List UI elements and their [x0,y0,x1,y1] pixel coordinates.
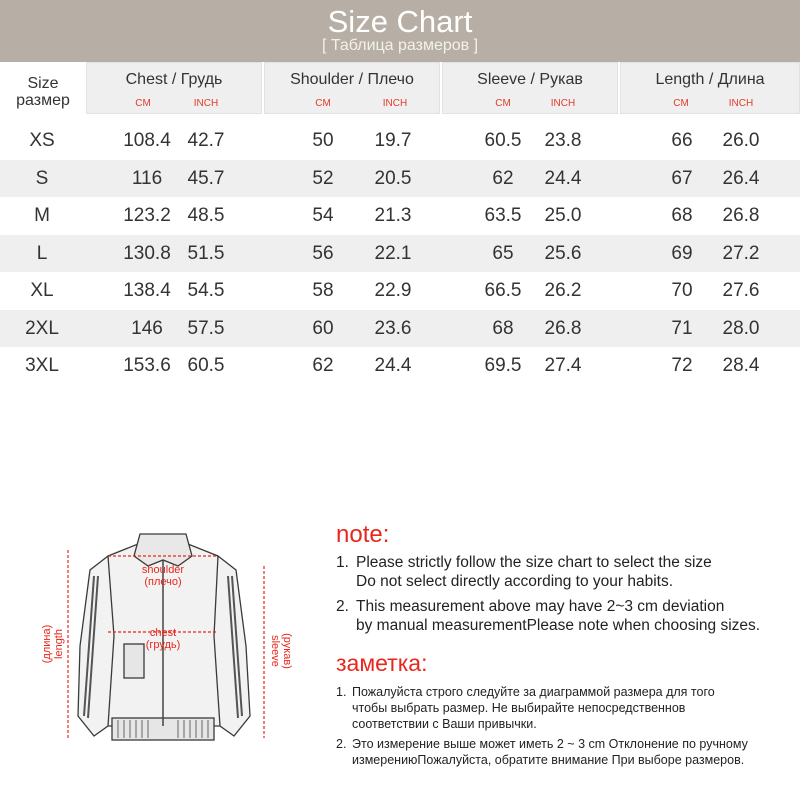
jacket-measurement-diagram [28,526,308,758]
measurement-cell: 21.3 [374,205,412,226]
note-item-1-line-2: Do not select directly according to your habits. [356,573,674,590]
measurement-cell: 68 [671,205,693,226]
measurement-cell: 108.4 [123,130,171,151]
note-item-2-line-1: This measurement above may have 2~3 cm deviation [356,598,725,615]
measurement-cell: 26.8 [722,205,760,226]
measurement-cell: 69.5 [484,355,522,376]
table-row [0,197,800,234]
note-item-2-number: 2. [336,598,349,615]
measurement-cell: 23.8 [544,130,582,151]
chest-header [86,62,262,114]
sleeve-unit-inch: INCH [550,98,576,109]
measurement-cell: 45.7 [187,167,225,189]
measurement-cell: 20.5 [374,167,412,189]
sleeve-label-ru: (рукав) [281,633,293,669]
measurement-cell: 51.5 [187,242,225,264]
shoulder-header [264,62,440,114]
sleeve-header [442,62,618,114]
chest-unit-cm: CM [135,98,151,109]
size-cell: S [35,167,49,189]
sleeve-label: sleeve [269,635,281,667]
size-cell: XS [29,130,55,151]
table-row [0,347,800,384]
measurement-cell: 65 [492,242,514,264]
note-ru-item-2-line-2: измерениюПожалуйста, обратите внимание При выборе размеров. [352,753,745,767]
measurement-cell: 66 [671,130,693,151]
note-item-1-line-1: Please strictly follow the size chart to select the size [356,554,712,571]
note-item-1-number: 1. [336,554,349,571]
table-row [0,235,800,272]
note-ru-item-1-line-3: соответствии с Ваши привычки. [352,717,537,731]
measurement-cell: 25.0 [544,205,582,226]
measurement-cell: 56 [312,242,334,264]
measurement-cell: 70 [671,280,693,301]
shoulder-label: shoulder [141,564,185,576]
measurement-cell: 60.5 [484,130,522,151]
size-cell: L [36,242,48,264]
size-cell: M [34,205,50,226]
shoulder-unit-cm: CM [315,98,331,109]
measurement-cell: 48.5 [187,205,225,226]
measurement-cell: 24.4 [374,355,412,376]
note-ru-item-1-number: 1. [336,685,347,699]
table-row [0,122,800,159]
measurement-cell: 116 [131,167,163,189]
measurement-cell: 27.4 [544,355,582,376]
measurement-cell: 71 [671,317,693,339]
measurement-cell: 146 [131,317,163,339]
size-column-header [0,66,86,118]
measurement-cell: 63.5 [484,205,522,226]
measurement-cell: 130.8 [123,242,171,264]
measurement-cell: 28.4 [722,355,760,376]
chest-header-label: Chest / Грудь [125,71,223,88]
measurement-cell: 22.9 [374,280,412,301]
table-row [0,160,800,197]
measurement-cell: 123.2 [123,205,171,226]
measurement-cell: 22.1 [374,242,412,264]
measurement-cell: 26.8 [544,317,582,339]
note-ru-item-1-line-2: чтобы выбрать размер. Не выбирайте непосредственнов [352,701,686,715]
note-heading: note: [336,521,390,548]
measurement-cell: 26.0 [722,130,760,151]
measurement-cell: 153.6 [123,355,171,376]
note-ru-item-2-number: 2. [336,737,347,751]
length-header-label: Length / Длина [655,71,765,88]
chest-label: chest [149,627,177,639]
measurement-cell: 60 [312,317,334,339]
jacket-illustration [28,526,308,758]
chest-unit-inch: INCH [193,98,219,109]
size-cell: 3XL [25,355,59,376]
measurement-cell: 62 [492,167,514,189]
measurement-cell: 23.6 [374,317,412,339]
note-ru-item-1-line-1: Пожалуйста строго следуйте за диаграммой размера для того [352,685,715,699]
measurement-cell: 54.5 [187,280,225,301]
measurement-cell: 25.6 [544,242,582,264]
measurement-cell: 52 [312,167,334,189]
page-subtitle: [ Таблица размеров ] [321,37,479,54]
measurement-cell: 57.5 [187,317,225,339]
measurement-cell: 138.4 [123,280,171,301]
measurement-cell: 28.0 [722,317,760,339]
measurement-cell: 58 [312,280,334,301]
title-banner [0,0,800,62]
size-cell: XL [30,280,54,301]
note-item-2-line-2: by manual measurementPlease note when choosing sizes. [356,617,761,634]
measurement-cell: 54 [312,205,334,226]
length-unit-cm: CM [673,98,689,109]
table-row [0,272,800,309]
size-cell: 2XL [25,317,59,339]
measurement-cell: 67 [671,167,693,189]
measurement-cell: 42.7 [187,130,225,151]
note-ru-item-2-line-1: Это измерение выше может иметь 2 ~ 3 cm Отклонение по ручному [352,737,748,751]
page-title: Size Chart [327,4,473,39]
sleeve-unit-cm: CM [495,98,511,109]
measurement-cell: 24.4 [544,167,582,189]
length-label-ru: (длина) [41,624,53,664]
measurement-cell: 72 [671,355,693,376]
shoulder-header-label: Shoulder / Плечо [290,71,414,88]
measurement-cell: 68 [492,317,514,339]
shoulder-unit-inch: INCH [382,98,408,109]
measurement-cell: 19.7 [374,130,412,151]
measurement-cell: 26.4 [722,167,760,189]
measurement-cell: 50 [312,130,334,151]
size-header-ru: размер [16,92,70,109]
measurement-cell: 60.5 [187,355,225,376]
sleeve-header-label: Sleeve / Рукав [477,71,583,88]
length-header [620,62,800,114]
chest-label-ru: (грудь) [145,639,181,651]
table-row [0,310,800,347]
measurement-cell: 69 [671,242,693,264]
note-heading-ru: заметка: [336,650,428,676]
shoulder-label-ru: (плечо) [144,576,182,588]
measurement-cell: 26.2 [544,280,582,301]
measurement-cell: 27.2 [722,242,760,264]
measurement-cell: 66.5 [484,280,522,301]
length-unit-inch: INCH [728,98,754,109]
measurement-cell: 27.6 [722,280,760,301]
size-header-en: Size [27,75,59,92]
length-label: length [53,629,65,659]
measurement-cell: 62 [312,355,334,376]
